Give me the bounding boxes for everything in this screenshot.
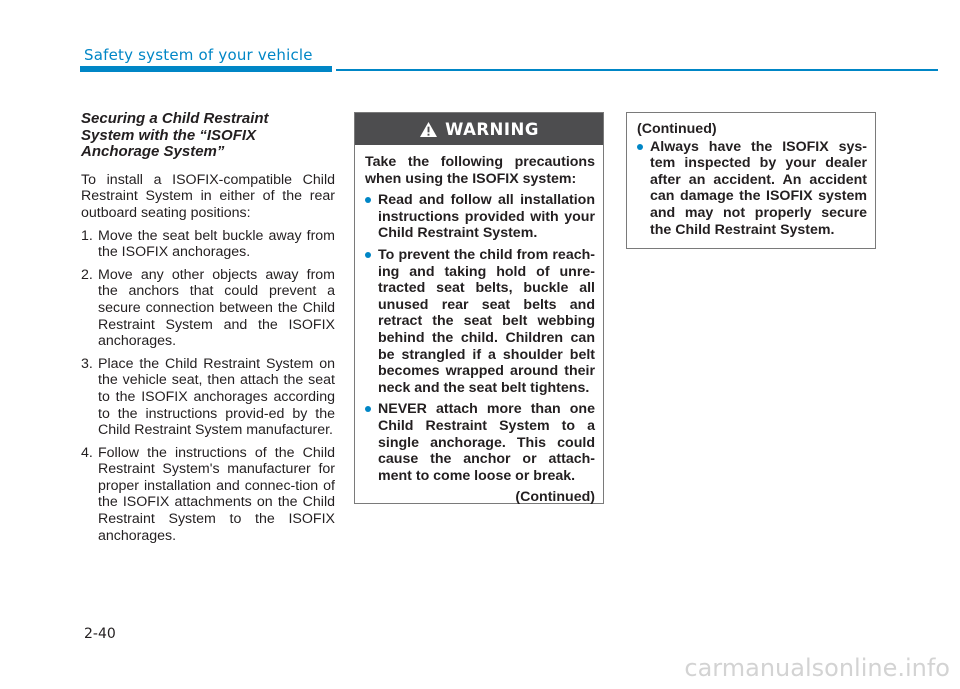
bullet-text: Always have the ISOFIX sys-tem inspected by your dealer after an accident. An accident can damage the ISOFIX system and may not properly secure the Child Restraint System.	[650, 138, 867, 238]
step-item	[81, 228, 335, 261]
bullet-dot-icon	[637, 144, 643, 150]
continued-heading: (Continued)	[637, 121, 717, 137]
warning-title: WARNING	[445, 119, 539, 139]
step-number: 3.	[81, 355, 93, 372]
warning-bullets	[365, 192, 595, 484]
step-text: Place the Child Restraint System on the vehicle seat, then attach the seat to the ISOFIX anchorages according to the instructions provid-ed by the Child Restraint System manufacturer.	[98, 355, 335, 439]
intro-paragraph: To install a ISOFIX-compatible Child Restraint System in either of the rear outboard seating positions:	[81, 171, 335, 221]
header-rule-thick	[80, 66, 332, 72]
continued-label: (Continued)	[515, 489, 595, 506]
bullet-text: NEVER attach more than one Child Restraint System to a single anchorage. This could cause the anchor or attach-ment to come loose or break.	[378, 401, 595, 484]
bullet-text: Read and follow all installation instructions provided with your Child Restraint System.	[378, 192, 595, 242]
step-item	[81, 267, 335, 350]
warning-box	[354, 112, 604, 504]
warning-body	[355, 145, 603, 506]
step-item	[81, 445, 335, 545]
installation-steps	[81, 228, 335, 545]
warning-header	[355, 113, 603, 145]
step-item	[81, 356, 335, 439]
section-heading: Securing a Child Restraint System with the “ISOFIX Anchorage System”	[81, 110, 269, 161]
bullet-dot-icon	[365, 252, 371, 258]
section-title: Safety system of your vehicle	[84, 46, 313, 64]
step-text: Move the seat belt buckle away from the ISOFIX anchorages.	[98, 227, 335, 261]
header-rule-thin	[336, 69, 938, 71]
main-text-column	[81, 111, 335, 550]
continued-bullets	[637, 139, 867, 239]
warning-triangle-icon	[419, 121, 438, 138]
warning-bullet-item	[365, 192, 595, 242]
warning-bullet-item	[365, 401, 595, 484]
bullet-dot-icon	[365, 406, 371, 412]
step-number: 4.	[81, 444, 93, 461]
warning-intro: Take the following precautions when using the ISOFIX system:	[365, 154, 595, 187]
page-number: 2-40	[84, 626, 116, 642]
step-text: Move any other objects away from the anchors that could prevent a secure connection between the Child Restraint System and the ISOFIX anchorages.	[98, 266, 335, 350]
watermark: carmanualsonline.info	[684, 654, 950, 682]
continued-warning-box	[626, 112, 876, 249]
step-text: Follow the instructions of the Child Restraint System's manufacturer for proper installation and connec-tion of the ISOFIX attachments on the Child Restraint System to the ISOFIX anchorages.	[98, 444, 335, 544]
step-number: 1.	[81, 227, 93, 244]
continued-bullet-item	[637, 139, 867, 239]
bullet-dot-icon	[365, 197, 371, 203]
step-number: 2.	[81, 266, 93, 283]
warning-bullet-item	[365, 247, 595, 396]
bullet-text: To prevent the child from reach-ing and taking hold of unre-tracted seat belts, buckle all unused rear seat belts and retract the seat belt webbing behind the child. Children can be strangled if a shoulder belt becomes wrapped around their neck and the seat belt tightens.	[378, 246, 595, 396]
